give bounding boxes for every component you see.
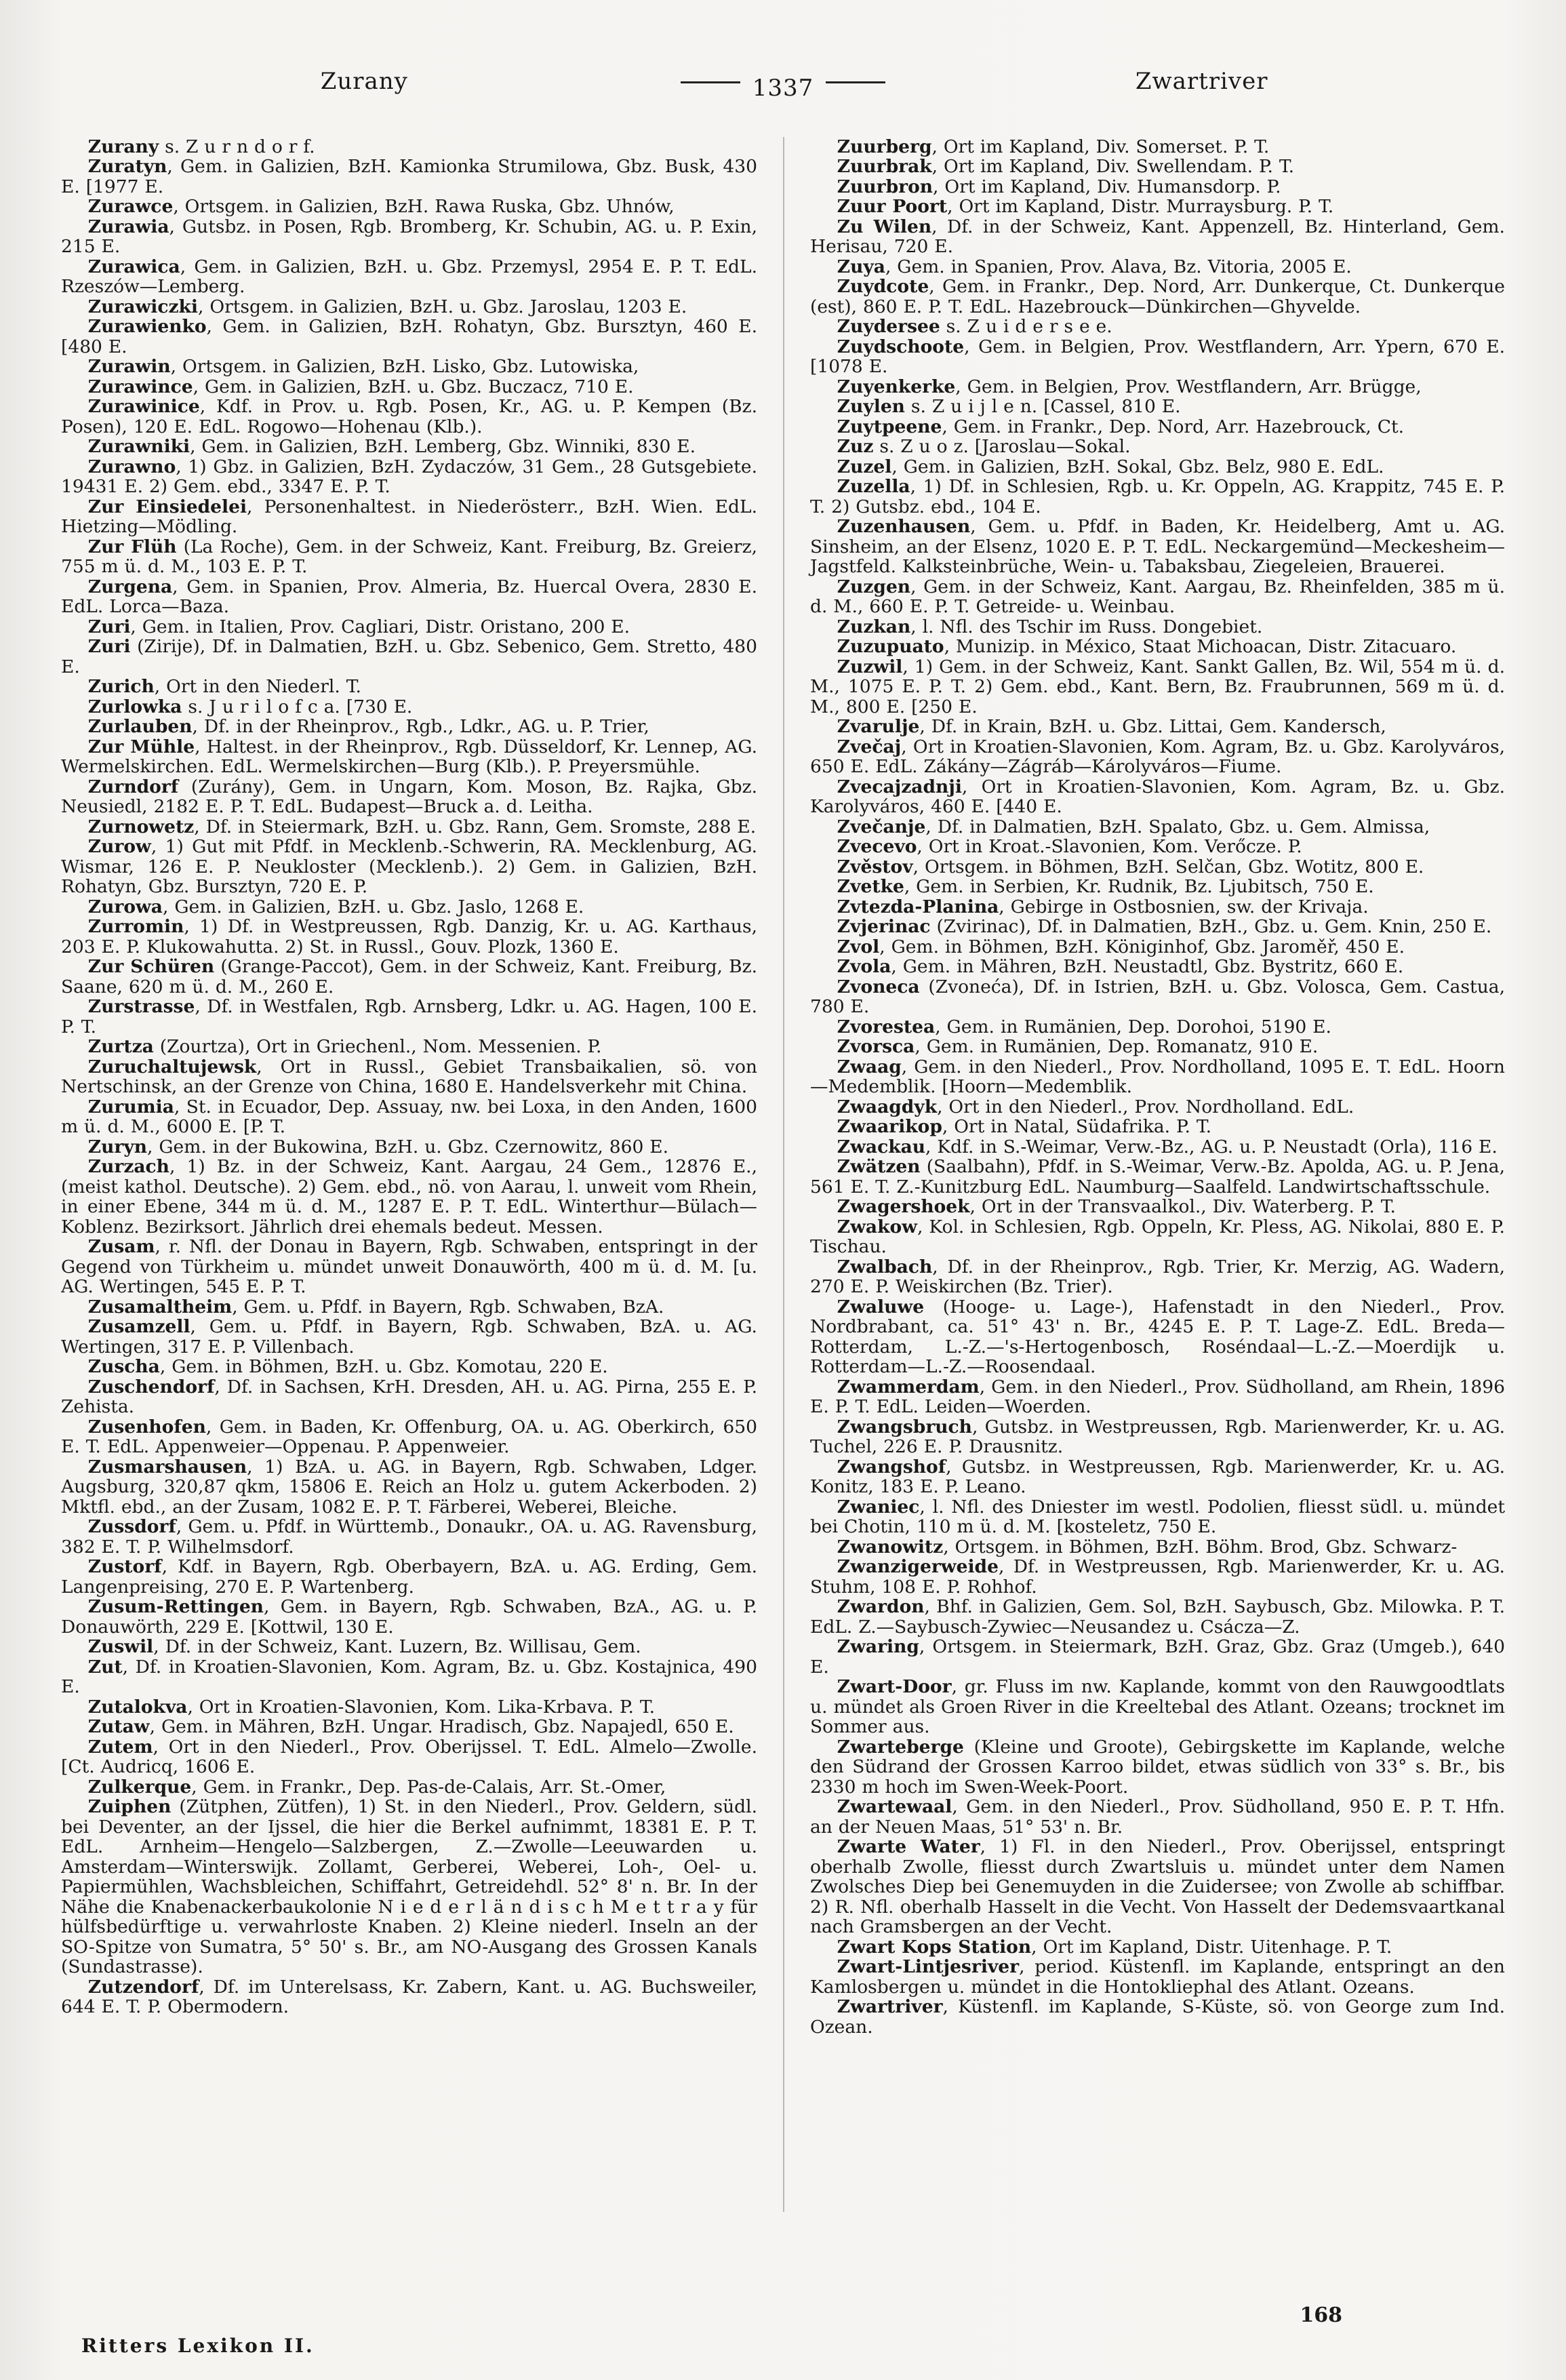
entry-headword: Zusenhofen: [87, 1416, 206, 1437]
lexicon-entry: Zusum-Rettingen, Gem. in Bayern, Rgb. Schwaben, BzA., AG. u. P. Donauwörth, 229 E. [Kottwil, 130 E.: [61, 1596, 757, 1638]
sheet-signature: 168: [1300, 2303, 1342, 2327]
entry-headword: Zuurbron: [837, 176, 933, 197]
lexicon-entry: Zuzupuato, Munizip. in México, Staat Michoacan, Distr. Zitacuaro.: [837, 636, 1457, 657]
entry-headword: Zuri: [87, 616, 131, 637]
lexicon-entry: Zu Wilen, Df. in der Schweiz, Kant. Appenzell, Bz. Hinterland, Gem. Herisau, 720 E.: [810, 216, 1505, 257]
lexicon-entry: Zwart-Lintjesriver, period. Küstenfl. im Kaplande, entspringt an den Kamlosbergen u. mündet in die Hontokliephal des Atlant. Ozeans.: [810, 1956, 1505, 1998]
header-keyword-right: Zwartriver: [1135, 68, 1268, 95]
entry-headword: Zwanzigerweide: [837, 1556, 999, 1577]
entry-headword: Zuratyn: [87, 156, 167, 177]
entry-headword: Zuiphen: [87, 1796, 172, 1817]
lexicon-entry: Zvoneca (Zvoneća), Df. in Istrien, BzH. u. Gbz. Volosca, Gem. Castua, 780 E.: [810, 976, 1505, 1017]
entry-headword: Zusmarshausen: [87, 1456, 247, 1477]
lexicon-entry: Zvetke, Gem. in Serbien, Kr. Rudnik, Bz. Ljubitsch, 750 E.: [837, 876, 1374, 897]
lexicon-entry: Zuzkan, l. Nfl. des Tschir im Russ. Dongebiet.: [837, 616, 1263, 637]
entry-headword: Zurnowetz: [87, 816, 195, 837]
lexicon-entry: Zwaag, Gem. in den Niederl., Prov. Nordholland, 1095 E. T. EdL. Hoorn—Medemblik. [Hoorn—Medemblik.: [810, 1056, 1505, 1097]
lexicon-entry: Zuruchaltujewsk, Ort in Russl., Gebiet Transbaikalien, sö. von Nertschinsk, an der Grenze von China, 1680 E. Handelsverkehr mit China.: [61, 1056, 757, 1097]
entry-headword: Zwarteberge: [837, 1736, 964, 1758]
lexicon-entry: Zutzendorf, Df. im Unterelsass, Kr. Zabern, Kant. u. AG. Buchsweiler, 644 E. T. P. Obermodern.: [61, 1976, 757, 2017]
lexicon-entry: Zuscha, Gem. in Böhmen, BzH. u. Gbz. Komotau, 220 E.: [87, 1356, 608, 1377]
lexicon-entry: Zurawienko, Gem. in Galizien, BzH. Rohatyn, Gbz. Bursztyn, 460 E. [480 E.: [61, 316, 757, 357]
entry-headword: Zu Wilen: [837, 216, 932, 237]
entry-headword: Zurawno: [87, 456, 176, 477]
entry-headword: Zwangsbruch: [837, 1416, 972, 1437]
entry-headword: Zuzupuato: [837, 636, 944, 657]
lexicon-entry: Zwart-Door, gr. Fluss im nw. Kaplande, kommt von den Rauwgoodtlats u. mündet als Groen River in die Kreeltebal des Atlant. Ozeans; trocknet im Sommer aus.: [810, 1676, 1505, 1737]
entry-headword: Zuyenkerke: [837, 376, 956, 397]
entry-headword: Zwart Kops Station: [837, 1936, 1032, 1958]
lexicon-entry: Zuydcote, Gem. in Frankr., Dep. Nord, Arr. Dunkerque, Ct. Dunkerque (est), 860 E. P. T. EdL. Hazebrouck—Dünkirchen—Ghyvelde.: [810, 276, 1505, 317]
lexicon-entry: Zwätzen (Saalbahn), Pfdf. in S.-Weimar, Verw.-Bz. Apolda, AG. u. P. Jena, 561 E. T. Z.-Kunitzburg EdL. Naumburg—Saalfeld. Landwirtschaftsschule.: [810, 1156, 1505, 1197]
lexicon-entry: Zwangshof, Gutsbz. in Westpreussen, Rgb. Marienwerder, Kr. u. AG. Konitz, 183 E. P. Leano.: [810, 1456, 1505, 1497]
lexicon-entry: Zurtza (Zourtza), Ort in Griechenl., Nom. Messenien. P.: [87, 1036, 602, 1057]
entry-headword: Zvarulje: [837, 716, 920, 737]
lexicon-entry: Zwalbach, Df. in der Rheinprov., Rgb. Trier, Kr. Merzig, AG. Wadern, 270 E. P. Weiskirchen (Bz. Trier).: [810, 1256, 1505, 1297]
lexicon-entry: Zuzenhausen, Gem. u. Pfdf. in Baden, Kr. Heidelberg, Amt u. AG. Sinsheim, an der Elsenz, 1020 E. P. T. EdL. Neckargemünd—Meckesheim—Jagstfeld. Kalksteinbrüche, Wein- u. Tabaksbau, Ziegeleien, Brauerei.: [810, 516, 1505, 577]
header-page-number-group: [668, 75, 899, 102]
entry-headword: Zwartriver: [837, 1996, 943, 2017]
header-rule-right: [826, 81, 885, 83]
entry-headword: Zurich: [87, 676, 155, 697]
lexicon-entry: Zur Mühle, Haltest. in der Rheinprov., Rgb. Düsseldorf, Kr. Lennep, AG. Wermelskirchen. EdL. Wermelskirchen—Burg (Klb.). P. Preyersmühle.: [61, 736, 757, 777]
page-header: [61, 68, 1505, 102]
entry-headword: Zuzgen: [837, 576, 911, 597]
entry-headword: Zuz: [837, 436, 874, 457]
lexicon-entry: Zuzgen, Gem. in der Schweiz, Kant. Aargau, Bz. Rheinfelden, 385 m ü. d. M., 660 E. P. T. Getreide- u. Weinbau.: [810, 576, 1505, 617]
header-keyword-left: Zurany: [320, 68, 408, 95]
lexicon-entry: Zuzwil, 1) Gem. in der Schweiz, Kant. Sankt Gallen, Bz. Wil, 554 m ü. d. M., 1075 E. P. T. 2) Gem. ebd., Kant. Bern, Bz. Fraubrunnen, 569 m ü. d. M., 800 E. [250 E.: [810, 656, 1505, 717]
entry-headword: Zurow: [87, 836, 151, 857]
entry-headword: Zur Einsiedelei: [87, 496, 247, 517]
lexicon-entry: Zwangsbruch, Gutsbz. in Westpreussen, Rgb. Marienwerder, Kr. u. AG. Tuchel, 226 E. P. Drausnitz.: [810, 1416, 1505, 1457]
lexicon-entry: Zustorf, Kdf. in Bayern, Rgb. Oberbayern, BzA. u. AG. Erding, Gem. Langenpreising, 270 E. P. Wartenberg.: [61, 1556, 757, 1598]
entry-headword: Zurlowka: [87, 696, 182, 717]
lexicon-entry: Zurumia, St. in Ecuador, Dep. Assuay, nw. bei Loxa, in den Anden, 1600 m ü. d. M., 6000 E. [P. T.: [61, 1096, 757, 1137]
lexicon-entry: Zussdorf, Gem. u. Pfdf. in Württemb., Donaukr., OA. u. AG. Ravensburg, 382 E. T. P. Wilhelmsdorf.: [61, 1516, 757, 1558]
lexicon-entry: Zurawince, Gem. in Galizien, BzH. u. Gbz. Buczacz, 710 E.: [87, 376, 634, 397]
entry-headword: Zur Flüh: [87, 536, 177, 557]
lexicon-entry: Zvečaj, Ort in Kroatien-Slavonien, Kom. Agram, Bz. u. Gbz. Karolyváros, 650 E. EdL. Zákány—Zágráb—Károlyváros—Fiume.: [810, 736, 1505, 777]
entry-headword: Zusamaltheim: [87, 1296, 233, 1317]
entry-headword: Zuya: [837, 256, 885, 277]
entry-headword: Zuscha: [87, 1356, 160, 1377]
lexicon-entry: Zwaluwe (Hooge- u. Lage-), Hafenstadt in den Niederl., Prov. Nordbrabant, ca. 51° 43' n. Br., 4245 E. P. T. Lage-Z. EdL. Breda—Rotterdam, L.-Z.—'s-Hertogenbosch, Roséndaal—L.-Z.—Moerdijk u. Rotterdam—L.-Z.—Roosendaal.: [810, 1296, 1505, 1377]
lexicon-entry: Zurowa, Gem. in Galizien, BzH. u. Gbz. Jaslo, 1268 E.: [87, 896, 584, 917]
left-column: [61, 137, 783, 2212]
entry-headword: Zussdorf: [87, 1516, 176, 1537]
volume-signature: Ritters Lexikon II.: [81, 2335, 315, 2357]
lexicon-entry: Zuschendorf, Df. in Sachsen, KrH. Dresden, AH. u. AG. Pirna, 255 E. P. Zehista.: [61, 1376, 757, 1417]
lexicon-entry: Zuz s. Z u o z. [Jaroslau—Sokal.: [837, 436, 1131, 457]
lexicon-entry: Zur Schüren (Grange-Paccot), Gem. in der Schweiz, Kant. Freiburg, Bz. Saane, 620 m ü. d. M., 260 E.: [61, 956, 757, 997]
entry-headword: Zurawince: [87, 376, 193, 397]
entry-headword: Zurawiczki: [87, 296, 198, 317]
lexicon-entry: Zurgena, Gem. in Spanien, Prov. Almeria, Bz. Huercal Overa, 2830 E. EdL. Lorca—Baza.: [61, 576, 757, 617]
entry-headword: Zwangshof: [837, 1456, 946, 1477]
lexicon-entry: Zwammerdam, Gem. in den Niederl., Prov. Südholland, am Rhein, 1896 E. P. T. EdL. Leiden—Woerden.: [810, 1376, 1505, 1417]
lexicon-entry: Zvecevo, Ort in Kroat.-Slavonien, Kom. Verőcze. P.: [837, 836, 1302, 857]
entry-headword: Zvetke: [837, 876, 904, 897]
lexicon-entry: Zuiphen (Zütphen, Zütfen), 1) St. in den Niederl., Prov. Geldern, südl. bei Deventer, an der Ijssel, die hier die Berkel aufnimmt, 18381 E. P. T. EdL. Arnheim—Hengelo—Salzbergen, Z.—Zwolle—Leeuwarden u. Amsterdam—Winterswijk. Zollamt, Gerberei, Weberei, Loh-, Oel- u. Papiermühlen, Wachsbleichen, Schiffahrt, Getreidehdl. 52° 8' n. Br. In der Nähe die Knabenackerbaukolonie N i e d e r l ä n d i s c h M e t t r a y für hülfsbedürftige u. verwahrloste Knaben. 2) Kleine niederl. Inseln an der SO-Spitze von Sumatra, 5° 50' s. Br., am NO-Ausgang des Grossen Kanals (Sundastrasse).: [61, 1796, 757, 1977]
lexicon-entry: Zvěstov, Ortsgem. in Böhmen, BzH. Selčan, Gbz. Wotitz, 800 E.: [837, 856, 1424, 877]
lexicon-entry: Zwackau, Kdf. in S.-Weimar, Verw.-Bz., AG. u. P. Neustadt (Orla), 116 E.: [837, 1136, 1498, 1157]
entry-headword: Zutalokva: [87, 1696, 188, 1718]
lexicon-entry: Zwanzigerweide, Df. in Westpreussen, Rgb. Marienwerder, Kr. u. AG. Stuhm, 108 E. P. Rohhof.: [810, 1556, 1505, 1598]
lexicon-entry: Zurawica, Gem. in Galizien, BzH. u. Gbz. Przemysl, 2954 E. P. T. EdL. Rzeszów—Lemberg.: [61, 256, 757, 297]
page-number: 1337: [752, 74, 814, 102]
lexicon-entry: Zut, Df. in Kroatien-Slavonien, Kom. Agram, Bz. u. Gbz. Kostajnica, 490 E.: [61, 1656, 757, 1697]
lexicon-entry: Zuratyn, Gem. in Galizien, BzH. Kamionka Strumilowa, Gbz. Busk, 430 E. [1977 E.: [61, 156, 757, 197]
lexicon-entry: Zurawniki, Gem. in Galizien, BzH. Lemberg, Gbz. Winniki, 830 E.: [87, 436, 696, 457]
entry-headword: Zurumia: [87, 1096, 174, 1117]
entry-headword: Zusam: [87, 1236, 155, 1257]
entry-headword: Zwardon: [837, 1596, 925, 1617]
entry-headword: Zuri: [87, 636, 131, 657]
lexicon-entry: Zuri (Zirije), Df. in Dalmatien, BzH. u. Gbz. Sebenico, Gem. Stretto, 480 E.: [61, 636, 757, 677]
entry-headword: Zuschendorf: [87, 1376, 215, 1397]
entry-headword: Zwalbach: [837, 1256, 933, 1277]
lexicon-entry: Zurawinice, Kdf. in Prov. u. Rgb. Posen, Kr., AG. u. P. Kempen (Bz. Posen), 120 E. EdL. Rogowo—Hohenau (Klb.).: [61, 396, 757, 437]
lexicon-entry: Zurndorf (Zurány), Gem. in Ungarn, Kom. Moson, Bz. Rajka, Gbz. Neusiedl, 2182 E. P. T. EdL. Budapest—Bruck a. d. Leitha.: [61, 776, 757, 817]
lexicon-entry: Zuurbrak, Ort im Kapland, Div. Swellendam. P. T.: [837, 156, 1295, 177]
lexicon-entry: Zusenhofen, Gem. in Baden, Kr. Offenburg, OA. u. AG. Oberkirch, 650 E. T. EdL. Appenweier—Oppenau. P. Appenweier.: [61, 1416, 757, 1457]
header-rule-left: [681, 81, 740, 83]
entry-headword: Zuzella: [837, 476, 910, 497]
entry-headword: Zvorestea: [837, 1016, 936, 1037]
lexicon-entry: Zur Flüh (La Roche), Gem. in der Schweiz, Kant. Freiburg, Bz. Greierz, 755 m ü. d. M., 103 E. P. T.: [61, 536, 758, 577]
entry-headword: Zutem: [87, 1736, 153, 1758]
entry-headword: Zurtza: [87, 1036, 154, 1057]
entry-headword: Zvecajzadnji: [837, 776, 962, 797]
lexicon-entry: Zuydschoote, Gem. in Belgien, Prov. Westflandern, Arr. Ypern, 670 E. [1078 E.: [810, 336, 1505, 377]
entry-headword: Zusamzell: [87, 1316, 190, 1337]
entry-headword: Zutaw: [87, 1716, 150, 1737]
entry-headword: Zuydersee: [837, 316, 940, 337]
entry-headword: Zurromin: [87, 916, 184, 937]
lexicon-entry: Zurow, 1) Gut mit Pfdf. in Mecklenb.-Schwerin, RA. Mecklenburg, AG. Wismar, 126 E. P. Neukloster (Mecklenb.). 2) Gem. in Galizien, BzH. Rohatyn, Gbz. Bursztyn, 720 E. P.: [61, 836, 757, 897]
lexicon-entry: Zwagershoek, Ort in der Transvaalkol., Div. Waterberg. P. T.: [837, 1196, 1396, 1217]
lexicon-entry: Zurlauben, Df. in der Rheinprov., Rgb., Ldkr., AG. u. P. Trier,: [87, 716, 649, 737]
lexicon-entry: Zuylen s. Z u i j l e n. [Cassel, 810 E.: [837, 396, 1181, 417]
entry-headword: Zwart-Lintjesriver: [837, 1956, 1020, 1977]
lexicon-entry: Zutalokva, Ort in Kroatien-Slavonien, Kom. Lika-Krbava. P. T.: [87, 1696, 656, 1718]
lexicon-entry: Zusmarshausen, 1) BzA. u. AG. in Bayern, Rgb. Schwaben, Ldger. Augsburg, 320,87 qkm, 15806 E. Reich an Holz u. gutem Ackerboden. 2) Mktfl. ebd., an der Zusam, 1082 E. P. T. Färberei, Weberei, Bleiche.: [61, 1456, 757, 1518]
lexicon-entry: Zwart Kops Station, Ort im Kapland, Distr. Uitenhage. P. T.: [837, 1936, 1392, 1958]
lexicon-entry: Zurstrasse, Df. in Westfalen, Rgb. Arnsberg, Ldkr. u. AG. Hagen, 100 E. P. T.: [61, 996, 757, 1037]
lexicon-entry: Zvorsca, Gem. in Rumänien, Dep. Romanatz, 910 E.: [837, 1036, 1319, 1057]
lexicon-entry: Zwaring, Ortsgem. in Steiermark, BzH. Graz, Gbz. Graz (Umgeb.), 640 E.: [810, 1636, 1505, 1678]
lexicon-entry: Zusam, r. Nfl. der Donau in Bayern, Rgb. Schwaben, entspringt in der Gegend von Türkheim u. mündet unweit Donauwörth, 400 m ü. d. M. [u. AG. Wertingen, 545 E. P. T.: [61, 1236, 757, 1297]
lexicon-entry: Zwaagdyk, Ort in den Niederl., Prov. Nordholland. EdL.: [837, 1096, 1354, 1117]
entry-headword: Zvečaj: [837, 736, 902, 757]
lexicon-entry: Zuytpeene, Gem. in Frankr., Dep. Nord, Arr. Hazebrouck, Ct.: [837, 416, 1405, 437]
lexicon-entry: Zwaarikop, Ort in Natal, Südafrika. P. T.: [837, 1116, 1212, 1137]
lexicon-entry: Zvarulje, Df. in Krain, BzH. u. Gbz. Littai, Gem. Kandersch,: [837, 716, 1386, 737]
entry-headword: Zwätzen: [837, 1156, 921, 1177]
entry-headword: Zuurberg: [837, 136, 932, 157]
entry-headword: Zwaag: [837, 1056, 902, 1077]
entry-headword: Zvečanje: [837, 816, 926, 837]
lexicon-entry: Zvorestea, Gem. in Rumänien, Dep. Dorohoi, 5190 E.: [837, 1016, 1331, 1037]
lexicon-entry: Zvtezda-Planina, Gebirge in Ostbosnien, sw. der Krivaja.: [837, 896, 1369, 917]
entry-headword: Zwarte Water: [837, 1836, 980, 1857]
lexicon-entry: Zvecajzadnji, Ort in Kroatien-Slavonien, Kom. Agram, Bz. u. Gbz. Karolyváros, 460 E. [440 E.: [810, 776, 1505, 817]
lexicon-entry: Zwaniec, l. Nfl. des Dniester im westl. Podolien, fliesst südl. u. mündet bei Chotin, 110 m ü. d. M. [kosteletz, 750 E.: [810, 1496, 1505, 1537]
entry-headword: Zurany: [87, 136, 159, 157]
lexicon-entry: Zuryn, Gem. in der Bukowina, BzH. u. Gbz. Czernowitz, 860 E.: [87, 1136, 669, 1157]
lexicon-entry: Zvola, Gem. in Mähren, BzH. Neustadtl, Gbz. Bystritz, 660 E.: [837, 956, 1404, 977]
lexicon-entry: Zwakow, Kol. in Schlesien, Rgb. Oppeln, Kr. Pless, AG. Nikolai, 880 E. P. Tischau.: [810, 1216, 1505, 1257]
entry-headword: Zvjerinac: [837, 916, 931, 937]
entry-headword: Zvorsca: [837, 1036, 915, 1057]
lexicon-entry: Zwarteberge (Kleine und Groote), Gebirgskette im Kaplande, welche den Südrand der Grossen Karroo bildet, etwas südlich von 33° s. Br., bis 2330 m hoch im Swen-Week-Poort.: [810, 1736, 1505, 1798]
lexicon-entry: Zwartewaal, Gem. in den Niederl., Prov. Südholland, 950 E. P. T. Hfn. an der Neuen Maas, 51° 53' n. Br.: [810, 1796, 1505, 1838]
entry-headword: Zwartewaal: [837, 1796, 952, 1817]
entry-headword: Zusum-Rettingen: [87, 1596, 264, 1617]
lexicon-entry: Zuur Poort, Ort im Kapland, Distr. Murraysburg. P. T.: [837, 196, 1334, 217]
entry-headword: Zwaniec: [837, 1496, 920, 1518]
lexicon-entry: Zulkerque, Gem. in Frankr., Dep. Pas-de-Calais, Arr. St.-Omer,: [87, 1776, 666, 1798]
entry-headword: Zvola: [837, 956, 891, 977]
entry-headword: Zwaarikop: [837, 1116, 942, 1137]
entry-headword: Zuzwil: [837, 656, 903, 677]
lexicon-entry: Zwanowitz, Ortsgem. in Böhmen, BzH. Böhm. Brod, Gbz. Schwarz-: [837, 1536, 1458, 1558]
entry-headword: Zuylen: [837, 396, 905, 417]
lexicon-entry: Zur Einsiedelei, Personenhaltest. in Niederösterr., BzH. Wien. EdL. Hietzing—Mödling.: [61, 496, 758, 537]
entry-headword: Zurawica: [87, 256, 180, 277]
entry-headword: Zvol: [837, 936, 880, 957]
entry-headword: Zurawienko: [87, 316, 207, 337]
lexicon-entry: Zutaw, Gem. in Mähren, BzH. Ungar. Hradisch, Gbz. Napajedl, 650 E.: [87, 1716, 734, 1737]
lexicon-entry: Zuyenkerke, Gem. in Belgien, Prov. Westflandern, Arr. Brügge,: [837, 376, 1422, 397]
entry-headword: Zurlauben: [87, 716, 193, 737]
lexicon-entry: Zuzel, Gem. in Galizien, BzH. Sokal, Gbz. Belz, 980 E. EdL.: [837, 456, 1384, 477]
entry-headword: Zvecevo: [837, 836, 917, 857]
lexicon-entry: Zurnowetz, Df. in Steiermark, BzH. u. Gbz. Rann, Gem. Sromste, 288 E.: [87, 816, 757, 837]
lexicon-entry: Zwardon, Bhf. in Galizien, Gem. Sol, BzH. Saybusch, Gbz. Milowka. P. T. EdL. Z.—Saybusch-Zywiec—Neusandez u. Csácza—Z.: [810, 1596, 1505, 1638]
entry-headword: Zuzenhausen: [837, 516, 971, 537]
lexicon-entry: Zuya, Gem. in Spanien, Prov. Alava, Bz. Vitoria, 2005 E.: [837, 256, 1352, 277]
lexicon-entry: Zusamaltheim, Gem. u. Pfdf. in Bayern, Rgb. Schwaben, BzA.: [87, 1296, 664, 1317]
entry-headword: Zurndorf: [87, 776, 179, 797]
lexicon-entry: Zwarte Water, 1) Fl. in den Niederl., Prov. Oberijssel, entspringt oberhalb Zwolle, fliesst durch Zwartsluis u. mündet unter dem Namen Zwolsches Diep bei Genemuyden in die Zuidersee; von Zwolle ab schiffbar. 2) R. Nfl. oberhalb Hasselt in die Vecht. Von Hasselt der Dedemsvaartkanal nach Gramsbergen an der Vecht.: [810, 1836, 1505, 1937]
entry-headword: Zuur Poort: [837, 196, 948, 217]
lexicon-entry: Zurawiczki, Ortsgem. in Galizien, BzH. u. Gbz. Jaroslau, 1203 E.: [87, 296, 687, 317]
entry-headword: Zuzkan: [837, 616, 911, 637]
entry-headword: Zurawin: [87, 356, 171, 377]
lexicon-entry: Zuurberg, Ort im Kapland, Div. Somerset. P. T.: [837, 136, 1270, 157]
lexicon-entry: Zuri, Gem. in Italien, Prov. Cagliari, Distr. Oristano, 200 E.: [87, 616, 630, 637]
lexicon-entry: Zurlowka s. J u r i l o f c a. [730 E.: [87, 696, 413, 717]
entry-headword: Zwaagdyk: [837, 1096, 938, 1117]
entry-headword: Zurawinice: [87, 396, 200, 417]
lexicon-entry: Zurawia, Gutsbz. in Posen, Rgb. Bromberg, Kr. Schubin, AG. u. P. Exin, 215 E.: [61, 216, 757, 257]
lexicon-entry: Zuurbron, Ort im Kapland, Div. Humansdorp. P.: [837, 176, 1281, 197]
entry-headword: Zulkerque: [87, 1776, 192, 1798]
lexicon-entry: Zurawin, Ortsgem. in Galizien, BzH. Lisko, Gbz. Lutowiska,: [87, 356, 639, 377]
lexicon-entry: Zurany s. Z u r n d o r f.: [87, 136, 315, 157]
entry-headword: Zuruchaltujewsk: [87, 1056, 257, 1077]
entry-headword: Zurzach: [87, 1156, 169, 1177]
lexicon-entry: Zwartriver, Küstenfl. im Kaplande, S-Küste, sö. von George zum Ind. Ozean.: [810, 1996, 1505, 2038]
entry-headword: Zustorf: [87, 1556, 162, 1577]
lexicon-entry: Zurawce, Ortsgem. in Galizien, BzH. Rawa Ruska, Gbz. Uhnów,: [87, 196, 675, 217]
lexicon-entry: Zuswil, Df. in der Schweiz, Kant. Luzern, Bz. Willisau, Gem.: [87, 1636, 641, 1657]
entry-headword: Zutzendorf: [87, 1976, 199, 1998]
lexicon-entry: Zurzach, 1) Bz. in der Schweiz, Kant. Aargau, 24 Gem., 12876 E., (meist kathol. Deutsche). 2) Gem. ebd., nö. von Aarau, l. unweit vom Rhein, in einer Ebene, 344 m ü. d. M., 1287 E. P. T. EdL. Winterthur—Bülach—Koblenz. Bezirksort. Jährlich drei ehemals bedeut. Messen.: [61, 1156, 757, 1237]
lexicon-entry: Zvečanje, Df. in Dalmatien, BzH. Spalato, Gbz. u. Gem. Almissa,: [837, 816, 1430, 837]
entry-headword: Zurstrasse: [87, 996, 195, 1017]
lexicon-entry: Zurromin, 1) Df. in Westpreussen, Rgb. Danzig, Kr. u. AG. Karthaus, 203 E. P. Klukowahutta. 2) St. in Russl., Gouv. Plozk, 1360 E.: [61, 916, 757, 957]
entry-headword: Zurawniki: [87, 436, 190, 457]
entry-headword: Zvtezda-Planina: [837, 896, 999, 917]
entry-headword: Zwanowitz: [837, 1536, 944, 1558]
entry-headword: Zuurbrak: [837, 156, 932, 177]
entry-headword: Zwackau: [837, 1136, 926, 1157]
entry-headword: Zuzel: [837, 456, 892, 477]
entry-headword: Zvěstov: [837, 856, 913, 877]
entry-headword: Zuydcote: [837, 276, 929, 297]
entry-headword: Zurowa: [87, 896, 163, 917]
entry-headword: Zwammerdam: [837, 1376, 980, 1397]
right-column: [783, 137, 1505, 2212]
entry-headword: Zuswil: [87, 1636, 154, 1657]
entry-headword: Zur Schüren: [87, 956, 215, 977]
lexicon-entry: Zurawno, 1) Gbz. in Galizien, BzH. Zydaczów, 31 Gem., 28 Gutsgebiete. 19431 E. 2) Gem. ebd., 3347 E. P. T.: [61, 456, 757, 497]
entry-headword: Zur Mühle: [87, 736, 195, 757]
lexicon-entry: Zusamzell, Gem. u. Pfdf. in Bayern, Rgb. Schwaben, BzA. u. AG. Wertingen, 317 E. P. Villenbach.: [61, 1316, 757, 1357]
entry-headword: Zurgena: [87, 576, 173, 597]
lexicon-entry: Zvol, Gem. in Böhmen, BzH. Königinhof, Gbz. Jaroměř, 450 E.: [837, 936, 1405, 957]
entry-headword: Zwagershoek: [837, 1196, 970, 1217]
two-column-text-block: [61, 137, 1505, 2212]
entry-headword: Zuryn: [87, 1136, 147, 1157]
entry-headword: Zwakow: [837, 1216, 917, 1237]
lexicon-entry: Zuzella, 1) Df. in Schlesien, Rgb. u. Kr. Oppeln, AG. Krappitz, 745 E. P. T. 2) Gutsbz. ebd., 104 E.: [810, 476, 1505, 517]
lexicon-entry: Zutem, Ort in den Niederl., Prov. Oberijssel. T. EdL. Almelo—Zwolle. [Ct. Audricq, 1606 E.: [61, 1736, 757, 1777]
lexicon-entry: Zurich, Ort in den Niederl. T.: [87, 676, 361, 697]
entry-headword: Zwart-Door: [837, 1676, 952, 1697]
entry-headword: Zuydschoote: [837, 336, 965, 357]
entry-headword: Zuytpeene: [837, 416, 942, 437]
lexicon-entry: Zvjerinac (Zvirinac), Df. in Dalmatien, BzH., Gbz. u. Gem. Knin, 250 E.: [837, 916, 1492, 937]
entry-headword: Zwaluwe: [837, 1296, 925, 1317]
entry-headword: Zut: [87, 1656, 123, 1678]
lexicon-entry: Zuydersee s. Z u i d e r s e e.: [837, 316, 1112, 337]
entry-headword: Zwaring: [837, 1636, 919, 1657]
entry-headword: Zurawia: [87, 216, 169, 237]
entry-headword: Zurawce: [87, 196, 174, 217]
entry-headword: Zvoneca: [837, 976, 920, 997]
